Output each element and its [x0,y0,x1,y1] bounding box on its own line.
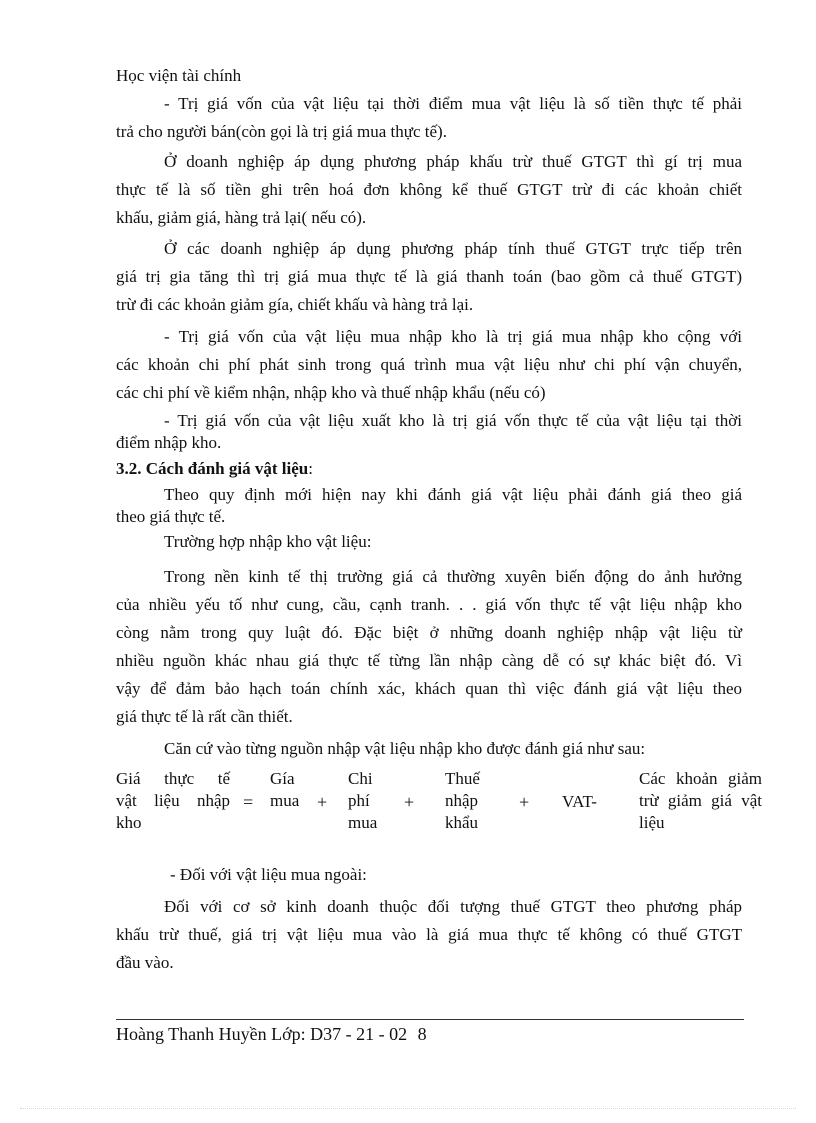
section-title: 3.2. Cách đánh giá vật liệu [116,459,309,478]
page-bottom-divider [20,1108,796,1109]
text-line: khấu trừ thuế, giá trị vật liệu mua vào là giá mua thực tế không có thuế GTGT [116,925,742,944]
text-line: các chi phí về kiểm nhận, nhập kho và thuế nhập khẩu (nếu có) [116,383,546,402]
text-line: - Trị giá vốn của vật liệu xuất kho là trị giá vốn thực tế của vật liệu tại thời [164,411,742,430]
text-line: theo giá thực tế. [116,507,226,526]
formula-equals: = [243,792,254,812]
text-line: Ở các doanh nghiệp áp dụng phương pháp tính thuế GTGT trực tiếp trên [164,239,742,258]
text-line: khấu, giảm giá, hàng trả lại( nếu có). [116,208,367,227]
text-line: các khoản chi phí phát sinh trong quá trình mua vật liệu như chi phí vận chuyển, [116,355,742,374]
paragraph-1 [116,90,742,146]
formula-term-purchase-price: Gía mua [270,769,300,810]
paragraph-9: Căn cứ vào từng nguồn nhập vật liệu nhập kho được đánh giá như sau: [164,739,646,758]
formula-term-purchase-cost: Chi phí mua [348,769,378,832]
text-line: giá trị gia tăng thì trị giá mua thực tế là giá thanh toán (bao gồm cả thuế GTGT) [116,267,742,286]
header-institution: Học viện tài chính [116,66,242,85]
text-line: Theo quy định mới hiện nay khi đánh giá vật liệu phải đánh giá theo giá [164,485,742,504]
text-line: - Trị giá vốn của vật liệu tại thời điểm mua vật liệu là số tiền thực tế phải [164,94,742,113]
text-line: nhiều nguồn khác nhau giá thực tế từng lần nhập càng dễ có sự khác biệt đó. Vì [116,651,742,670]
text-line: Trong nền kinh tế thị trường giá cả thường xuyên biến động do ảnh hưởng [164,567,742,586]
formula-term-deductions: Các khoản giảm trừ giảm giá vật liệu [639,769,762,832]
paragraph-3 [116,235,742,319]
footer-author-class: Hoàng Thanh Huyền Lớp: D37 - 21 - 02 [116,1024,408,1044]
paragraph-7: Trường hợp nhập kho vật liệu: [164,532,372,551]
paragraph-8 [116,563,742,731]
text-line: - Trị giá vốn của vật liệu mua nhập kho là trị giá mua nhập kho cộng với [164,327,742,346]
text-line: trả cho người bán(còn gọi là trị giá mua thực tế). [116,122,447,141]
paragraph-5 [116,410,742,454]
text-line: của nhiều yếu tố như cung, cầu, cạnh tranh. . . giá vốn thực tế vật liệu nhập kho [116,595,742,614]
page-number: 8 [417,1024,427,1044]
text-line: thực tế là số tiền ghi trên hoá đơn không kể thuế GTGT trừ đi các khoản chiết [116,180,742,199]
formula-term-actual-price: Giá thực tế vật liệu nhập kho [116,769,230,832]
section-heading [116,458,313,480]
formula-term-vat: VAT- [562,792,597,811]
text-line: giá thực tế là rất cần thiết. [116,707,293,726]
text-line: điểm nhập kho. [116,433,222,452]
text-line: còng nằm trong quy luật đó. Đặc biệt ở những doanh nghiệp nhập vật liệu từ [116,623,742,642]
text-line: trừ đi các khoản giảm gía, chiết khấu và hàng trả lại. [116,295,474,314]
formula-plus: + [519,792,530,812]
text-line: đầu vào. [116,953,174,972]
formula-plus: + [404,792,415,812]
paragraph-10: - Đối với vật liệu mua ngoài: [170,865,367,884]
formula-term-import-tax: Thuế nhập khẩu [445,769,480,832]
paragraph-11 [116,893,742,977]
text-line: Ở doanh nghiệp áp dụng phương pháp khấu trừ thuế GTGT thì gí trị mua [164,152,742,171]
paragraph-6 [116,484,742,528]
text-line: vậy để đảm bảo hạch toán chính xác, khách quan thì việc đánh giá vật liệu theo [116,679,742,698]
formula-plus: + [317,792,328,812]
section-colon: : [308,459,313,478]
footer [116,1020,427,1048]
paragraph-4 [116,323,742,407]
paragraph-2 [116,148,742,232]
text-line: Đối với cơ sở kinh doanh thuộc đối tượng thuế GTGT theo phương pháp [164,897,742,916]
